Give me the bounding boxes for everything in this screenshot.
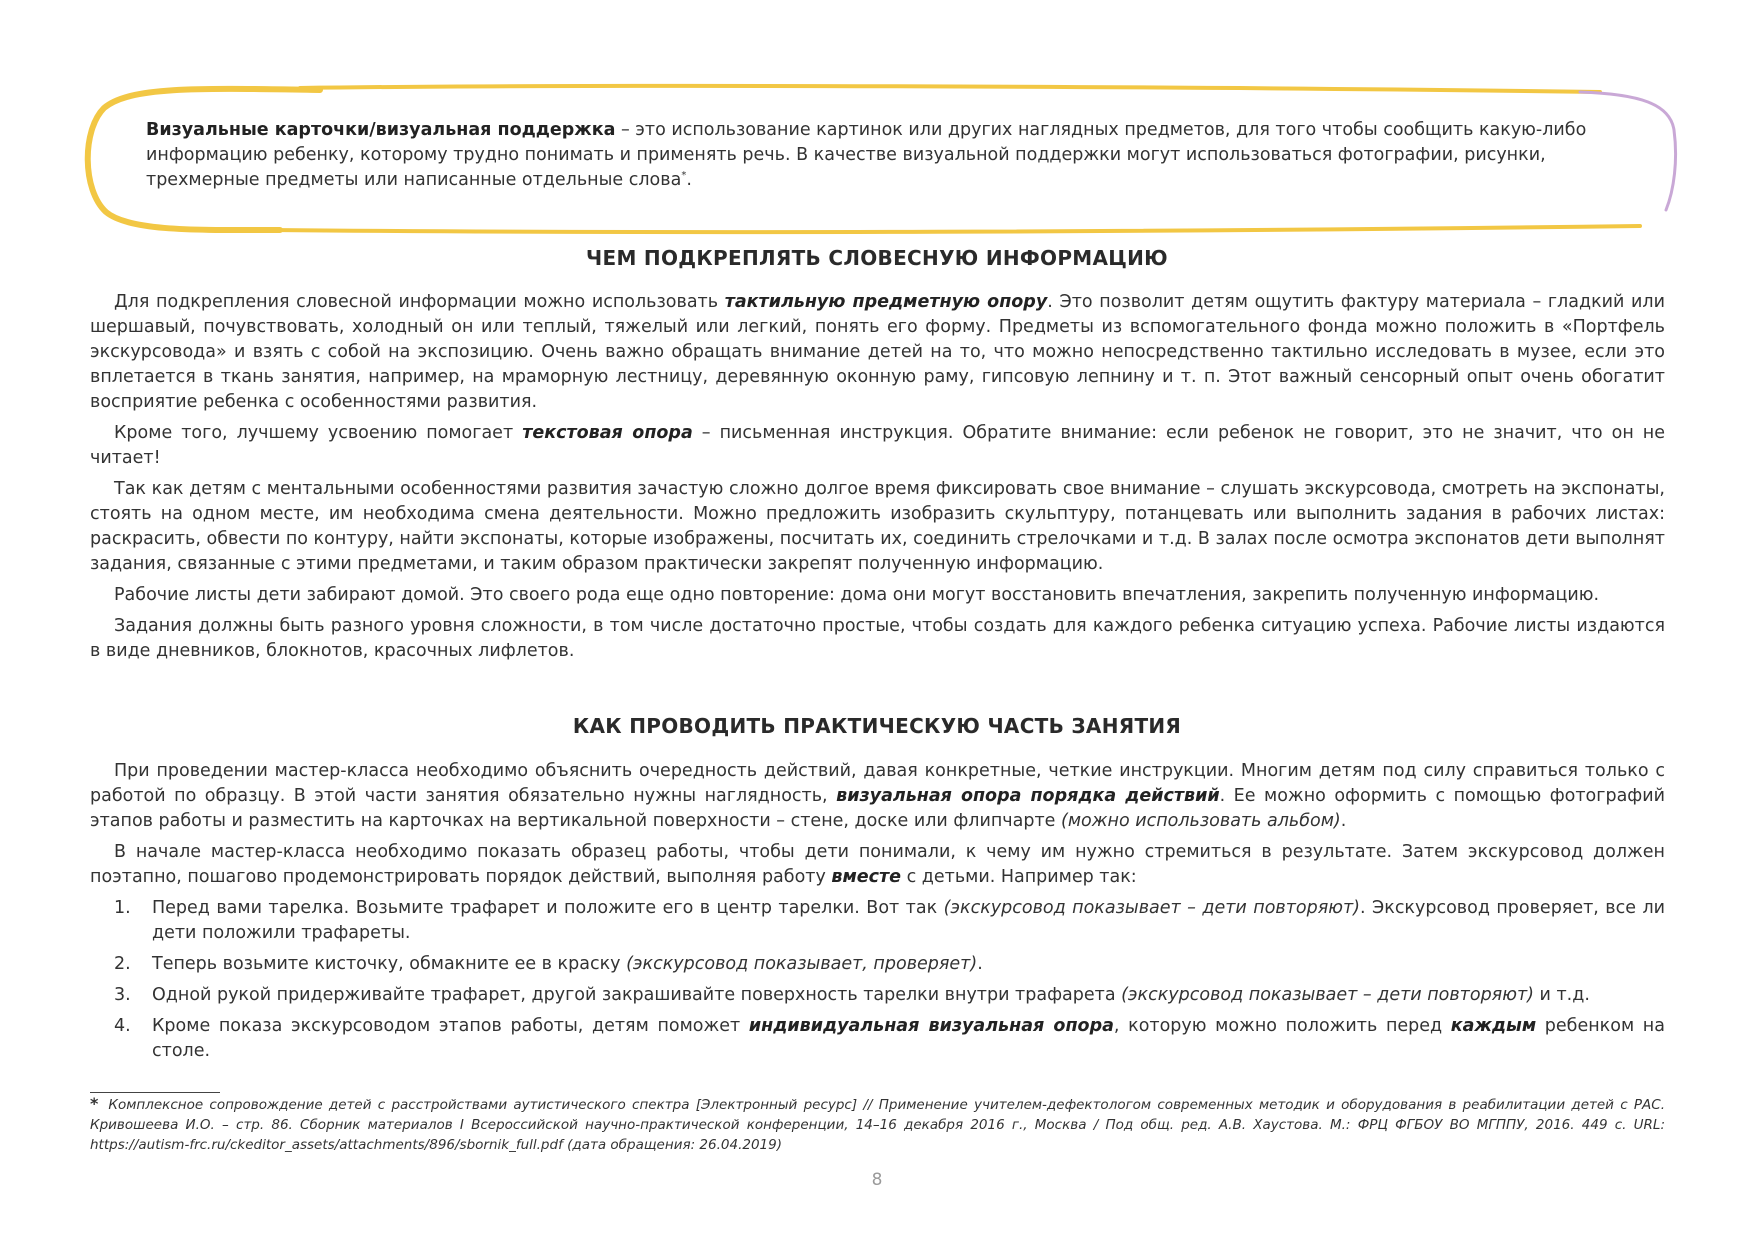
footnote-ref: * bbox=[681, 170, 687, 182]
footnote-divider bbox=[90, 1092, 220, 1093]
list-item: 4. Кроме показа экскурсоводом этапов работы, детям поможет индивидуальная визуальная опора, которую можно положить перед каждым ребенком на столе. bbox=[114, 1016, 1665, 1061]
paragraph: Задания должны быть разного уровня сложности, в том числе достаточно простые, чтобы создать для каждого ребенка ситуацию успеха. Рабочие листы издаются в виде дневников, блокнотов, красочных лифлетов. bbox=[90, 616, 1665, 661]
section-heading-verbal-support: ЧЕМ ПОДКРЕПЛЯТЬ СЛОВЕСНУЮ ИНФОРМАЦИЮ bbox=[586, 246, 1168, 270]
section-body-practical-part bbox=[90, 759, 1665, 1070]
list-number: 3. bbox=[114, 985, 131, 1005]
italic-note: (экскурсовод показывает – дети повторяют) bbox=[1121, 985, 1534, 1005]
definition-body: – это использование картинок или других наглядных предметов, для того чтобы сообщить какую-либо информацию ребенку, которому трудно понимать и применять речь. В качестве визуальной поддержки могут использоваться фотографии, рисунки, трехмерные предметы или написанные отдельные слова bbox=[146, 120, 1587, 190]
paragraph: При проведении мастер-класса необходимо объяснить очередность действий, давая конкретные, четкие инструкции. Многим детям под силу справиться только с работой по образцу. В этой части занятия обязательно нужны наглядность, визуальная опора порядка действий. Ее можно оформить с помощью фотографий этапов работы и разместить на карточках на вертикальной поверхности – стене, доске или флипчарте (можно использовать альбом). bbox=[90, 761, 1665, 831]
emphasis: каждым bbox=[1450, 1016, 1537, 1036]
emphasis: вместе bbox=[831, 867, 902, 887]
footnote-mark: * bbox=[90, 1094, 99, 1113]
emphasis: индивидуальная визуальная опора bbox=[748, 1016, 1114, 1036]
paragraph: Для подкрепления словесной информации можно использовать тактильную предметную опору. Это позволит детям ощутить фактуру материала – гладкий или шершавый, почувствовать, холодный он или теплый, тяжелый или легкий, понять его форму. Предметы из вспомогательного фонда можно положить в «Портфель экскурсовода» и взять с собой на экспозицию. Очень важно обращать внимание детей на то, что можно непосредственно тактильно исследовать в музее, если это вплетается в ткань занятия, например, на мраморную лестницу, деревянную оконную раму, гипсовую лепнину и т. п. Этот важный сенсорный опыт очень обогатит восприятие ребенка с особенностями развития. bbox=[90, 292, 1665, 412]
section-heading-practical-part: КАК ПРОВОДИТЬ ПРАКТИЧЕСКУЮ ЧАСТЬ ЗАНЯТИЯ bbox=[572, 714, 1182, 738]
footnote bbox=[90, 1094, 1665, 1155]
paragraph: Рабочие листы дети забирают домой. Это своего рода еще одно повторение: дома они могут восстановить впечатления, закрепить полученную информацию. bbox=[114, 585, 1600, 605]
italic-note: (экскурсовод показывает – дети повторяют) bbox=[943, 898, 1361, 918]
page-number: 8 bbox=[871, 1170, 883, 1190]
section-body-verbal-support bbox=[90, 290, 1665, 670]
list-item: 1. Перед вами тарелка. Возьмите трафарет и положите его в центр тарелки. Вот так (экскурсовод показывает – дети повторяют). Экскурсовод проверяет, все ли дети положили трафареты. bbox=[114, 898, 1666, 943]
emphasis: тактильную предметную опору bbox=[724, 292, 1048, 312]
frame-stroke-yellow-bottom bbox=[270, 226, 1640, 232]
list-number: 1. bbox=[114, 898, 131, 918]
definition-text: Визуальные карточки/визуальная поддержка – это использование картинок или других наглядных предметов, для того чтобы сообщить какую-либо информацию ребенку, которому трудно понимать и применять речь. В качестве визуальной поддержки могут использоваться фотографии, рисунки, трехмерные предметы или написанные отдельные слова*. bbox=[146, 120, 1587, 190]
italic-note: (экскурсовод показывает, проверяет) bbox=[626, 954, 978, 974]
italic-note: (можно использовать альбом) bbox=[1061, 811, 1341, 831]
paragraph: Так как детям с ментальными особенностями развития зачастую сложно долгое время фиксировать свое внимание – слушать экскурсовода, смотреть на экспонаты, стоять на одном месте, им необходима смена деятельности. Можно предложить изобразить скульптуру, потанцевать или выполнить задания в рабочих листах: раскрасить, обвести по контуру, найти экспонаты, которые изображены, посчитать их, соединить стрелочками и т.д. В залах после осмотра экспонатов дети выполнят задания, связанные с этими предметами, и таким образом практически закрепят полученную информацию. bbox=[90, 479, 1665, 574]
list-item: 3. Одной рукой придерживайте трафарет, другой закрашивайте поверхность тарелки внутри трафарета (экскурсовод показывает – дети повторяют) и т.д. bbox=[90, 983, 1665, 1008]
footnote-text: Комплексное сопровождение детей с расстройствами аутистического спектра [Электронный ресурс] // Применение учителем-дефектологом современных методик и оборудования в реабилитации детей с РАС. Кривошеева И.О. – стр. 86. Сборник материалов I Всероссийской научно-практической конференции, 14–16 декабря 2016 г., Москва / Под общ. ред. А.В. Хаустова. М.: ФРЦ ФГБОУ ВО МГППУ, 2016. 449 с. URL: https://autism-frc.ru/ckeditor_assets/attachments/896/sbornik_full.pdf (дата обращения: 26.04.2019) bbox=[90, 1097, 1665, 1153]
emphasis: текстовая опора bbox=[522, 423, 693, 443]
list-number: 2. bbox=[114, 954, 131, 974]
emphasis: визуальная опора порядка действий bbox=[836, 786, 1220, 806]
definition-term: Визуальные карточки/визуальная поддержка bbox=[146, 120, 616, 140]
list-item: 2. Теперь возьмите кисточку, обмакните ее в краску (экскурсовод показывает, проверяет). bbox=[90, 952, 1665, 977]
frame-stroke-yellow bbox=[300, 86, 1600, 92]
paragraph: Кроме того, лучшему усвоению помогает текстовая опора – письменная инструкция. Обратите внимание: если ребенок не говорит, это не значит, что он не читает! bbox=[90, 423, 1665, 468]
steps-list bbox=[90, 896, 1665, 1064]
list-number: 4. bbox=[114, 1016, 131, 1036]
paragraph: В начале мастер-класса необходимо показать образец работы, чтобы дети понимали, к чему им нужно стремиться в результате. Затем экскурсовод должен поэтапно, пошагово продемонстрировать порядок действий, выполняя работу вместе с детьми. Например так: bbox=[90, 842, 1665, 887]
